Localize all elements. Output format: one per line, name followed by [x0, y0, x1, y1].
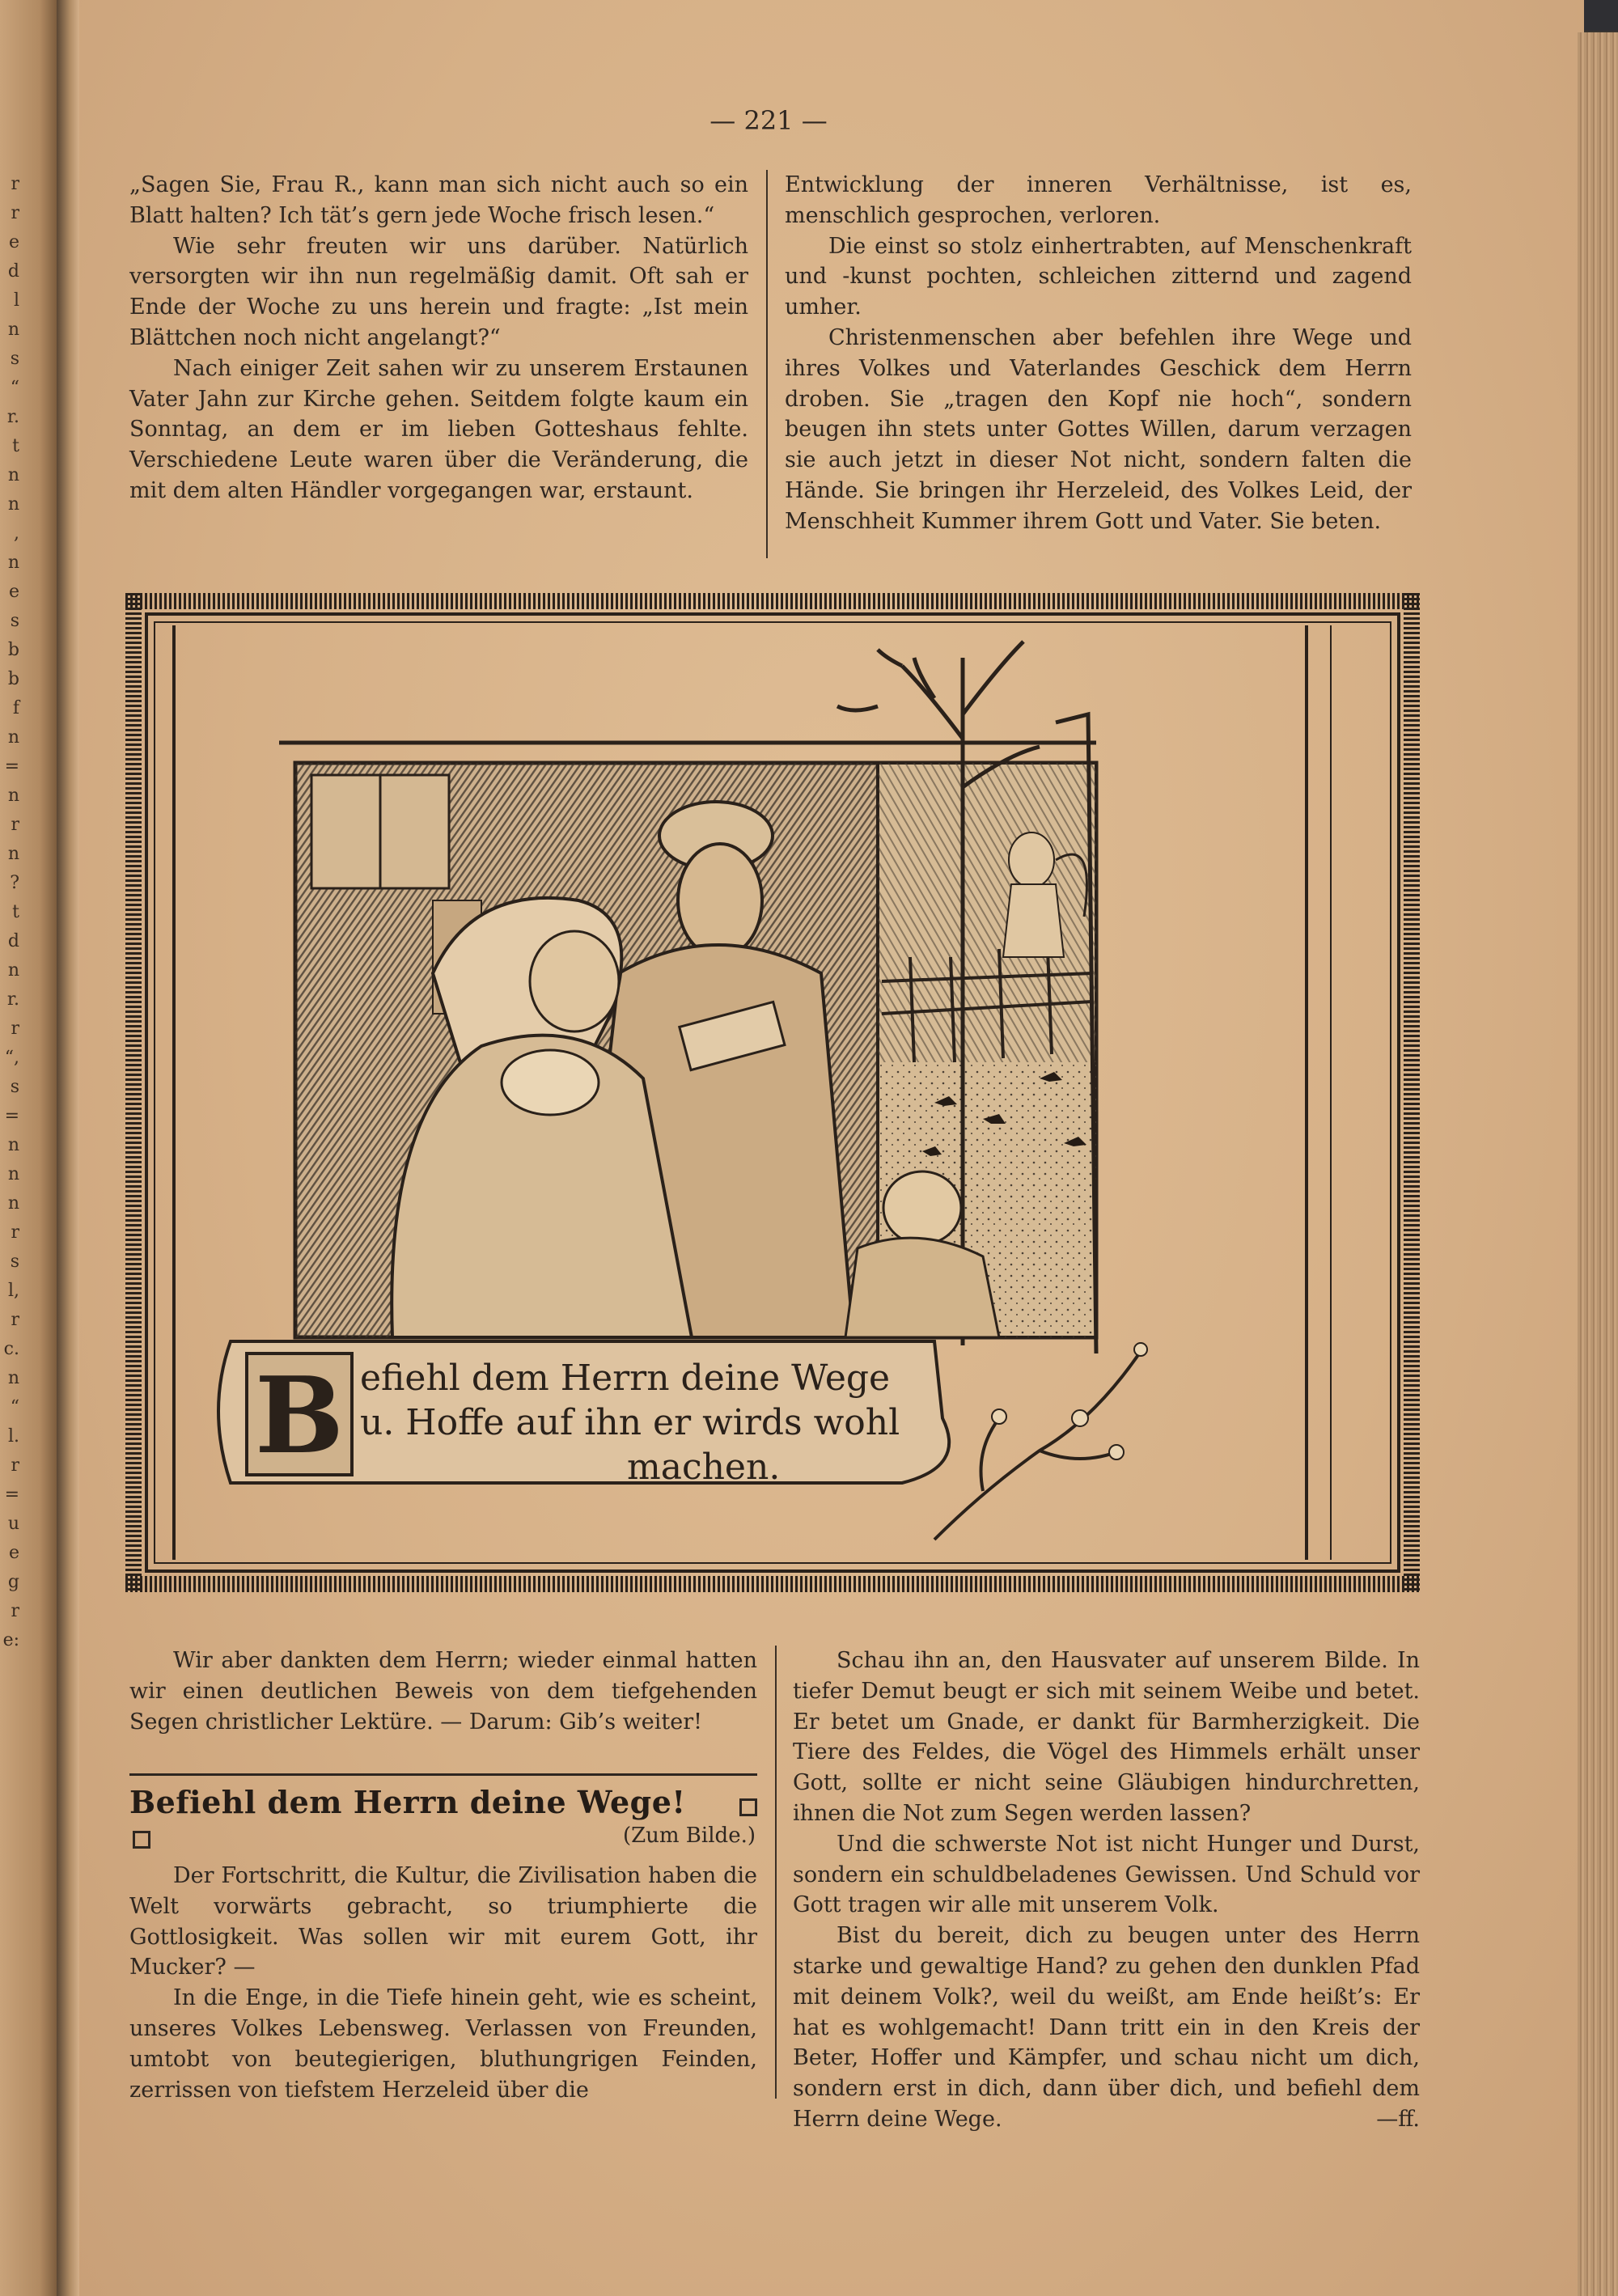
left-edge-letter: n [7, 553, 19, 573]
paragraph: „Sagen Sie, Frau R., kann man sich nicht auch so ein Blatt halten? Ich tät’s gern jede Woche frisch lesen.“ [129, 172, 748, 228]
left-edge-letter: u [7, 1514, 19, 1534]
left-edge-letter: n [7, 1368, 19, 1388]
left-edge-letter: e [8, 582, 19, 602]
left-edge-letter: r [11, 1310, 19, 1330]
left-edge-letter: “, [4, 1048, 19, 1068]
banner-line-2: u. Hoffe auf ihn er wirds wohl [360, 1402, 900, 1443]
column-top-left [129, 170, 748, 506]
author-signature: —ff. [1376, 2106, 1420, 2132]
left-edge-letter: d [7, 261, 19, 282]
left-edge-letter: “ [10, 378, 19, 398]
book-gutter [57, 0, 79, 2296]
paragraph: Und die schwerste Not ist nicht Hunger und Durst, sondern ein schuldbeladenes Gewissen. Und Schuld vor Gott tragen wir alle mit unserem Volk. [793, 1831, 1420, 1918]
left-edge-letter: , [14, 523, 19, 544]
left-edge-letter: “ [10, 1397, 19, 1417]
left-page-cut-letters [0, 170, 19, 1655]
left-edge-letter: = [4, 1485, 19, 1505]
border-bottom [125, 1576, 1420, 1592]
left-edge-letter: r [11, 174, 19, 194]
left-edge-letter: r [11, 1455, 19, 1476]
left-edge-letter: e [8, 232, 19, 252]
left-edge-letter: g [7, 1572, 19, 1592]
illustration-frame [125, 593, 1420, 1592]
left-edge-letter: e: [2, 1630, 19, 1650]
left-edge-letter: = [4, 756, 19, 777]
left-edge-letter: c. [3, 1339, 19, 1359]
article-heading-row [129, 1784, 757, 1848]
left-edge-letter: s [10, 611, 19, 631]
section-rule [129, 1773, 757, 1776]
left-edge-letter: n [7, 1164, 19, 1184]
border-left [125, 593, 142, 1592]
left-edge-letter: n [7, 494, 19, 515]
left-edge-letter: s [10, 1077, 19, 1097]
left-edge-letter: d [7, 931, 19, 951]
left-edge-letter: t [12, 436, 19, 456]
column-bottom-left-body [129, 1861, 757, 2105]
left-edge-letter: n [7, 727, 19, 748]
left-edge-letter: r [11, 1222, 19, 1243]
left-edge-letter: b [7, 669, 19, 689]
left-edge-letter: r. [6, 407, 19, 427]
woodcut-illustration [125, 593, 1420, 1592]
left-edge-letter: e [8, 1543, 19, 1563]
banner-line-1: efiehl dem Herrn deine Wege [360, 1358, 891, 1399]
paragraph [793, 1921, 1420, 2135]
column-divider [766, 170, 768, 558]
paragraph-text: Bist du bereit, dich zu beugen unter des Herrn starke und gewaltige Hand? zu gehen den dunklen Pfad mit deinem Volk?, weil du weißt, am Ende heißt’s: Er hat es wohlgemacht! Dann tritt ein in den Kreis der Beter, Hoffer und Kämpfer, und schau nicht um dich, sondern erst in dich, dann über dich, und befiehl dem Herrn deine Wege. [793, 1923, 1420, 2132]
left-page-edge [0, 0, 57, 2296]
left-edge-letter: t [12, 902, 19, 922]
column-top-right [785, 170, 1412, 537]
left-edge-letter: r [11, 1019, 19, 1039]
left-edge-letter: n [7, 844, 19, 864]
left-edge-letter: n [7, 320, 19, 340]
left-edge-letter: l, [7, 1281, 19, 1301]
page-number: — 221 — [709, 105, 828, 136]
paragraph: Die einst so stolz einhertrabten, auf Menschenkraft und -kunst pochten, schleichen zitternd und zagend umher. [785, 233, 1412, 320]
left-edge-letter: n [7, 960, 19, 981]
article-heading: Befiehl dem Herrn deine Wege! [129, 1784, 686, 1820]
left-edge-letter: ? [10, 873, 19, 893]
ornament-square [133, 1831, 150, 1849]
left-edge-letter: f [12, 698, 19, 718]
ornament-square [739, 1798, 757, 1816]
paragraph: Wir aber dankten dem Herrn; wieder einmal hatten wir einen deutlichen Beweis von dem tiefgehenden Segen christlicher Lektüre. — Darum: Gib’s weiter! [129, 1648, 757, 1735]
left-edge-letter: r [11, 1601, 19, 1621]
column-bottom-left [129, 1646, 757, 1737]
left-edge-letter: n [7, 1193, 19, 1214]
paragraph: In die Enge, in die Tiefe hinein geht, wie es scheint, unseres Volkes Lebensweg. Verlassen von Freunden, umtobt von beutegierigen, bluthungrigen Feinden, zerrissen von tiefstem Herzeleid über die [129, 1985, 757, 2103]
paragraph: Entwicklung der inneren Verhältnisse, ist es, menschlich gesprochen, verloren. [785, 172, 1412, 228]
left-edge-letter: s [10, 1252, 19, 1272]
paragraph: Christenmenschen aber befehlen ihre Wege und ihres Volkes und Vaterlandes Geschick dem Herrn droben. Sie „tragen den Kopf nie hoch“, sondern beugen ihn stets unter Gottes Willen, darum verzagen sie auch jetzt in dieser Not nicht, sondern falten die Hände. Sie bringen ihr Herzeleid, des Volkes Leid, der Menschheit Kummer ihrem Gott und Vater. Sie beten. [785, 324, 1412, 534]
banner-line-3: machen. [627, 1447, 781, 1488]
left-edge-letter: s [10, 349, 19, 369]
left-edge-letter: l [13, 290, 19, 311]
page-stack-edge [1578, 32, 1618, 2296]
left-edge-letter: = [4, 1106, 19, 1126]
border-right [1404, 593, 1420, 1592]
paragraph: Nach einiger Zeit sahen wir zu unserem Erstaunen Vater Jahn zur Kirche gehen. Seitdem folgte kaum ein Sonntag, an dem er im lieben Gotteshaus fehlte. Verschiedene Leute waren über die Veränderung, die mit dem alten Händler vorgegangen war, erstaunt. [129, 355, 748, 503]
paragraph: Der Fortschritt, die Kultur, die Zivilisation haben die Welt vorwärts gebracht, so triumphierte die Gottlosigkeit. Was sollen wir mit eurem Gott, ihr Mucker? — [129, 1863, 757, 1980]
left-edge-letter: r [11, 815, 19, 835]
column-bottom-right [793, 1646, 1420, 2135]
left-edge-letter: r. [6, 989, 19, 1010]
paragraph: Wie sehr freuten wir uns darüber. Natürlich versorgten wir ihn nun regelmäßig damit. Oft sah er Ende der Woche zu uns herein und fragte: „Ist mein Blättchen noch nicht angelangt?“ [129, 233, 748, 350]
left-edge-letter: b [7, 640, 19, 660]
banner-initial: B [255, 1353, 344, 1477]
paragraph: Schau ihn an, den Hausvater auf unserem Bilde. In tiefer Demut beugt er sich mit seinem Weibe und betet. Er betet um Gnade, er dankt für Barmherzigkeit. Die Tiere des Feldes, die Vögel des Himmels erhält unser Gott, sollte er nicht seine Gläubigen hindurchretten, ihnen die Not zum Segen werden lassen? [793, 1648, 1420, 1826]
left-edge-letter: n [7, 465, 19, 485]
left-edge-letter: l. [7, 1426, 19, 1447]
heading-note: (Zum Bilde.) [622, 1824, 756, 1848]
left-edge-letter: r [11, 203, 19, 223]
left-edge-letter: n [7, 1135, 19, 1155]
column-divider [775, 1646, 777, 2099]
left-edge-letter: n [7, 786, 19, 806]
border-top [125, 593, 1420, 609]
